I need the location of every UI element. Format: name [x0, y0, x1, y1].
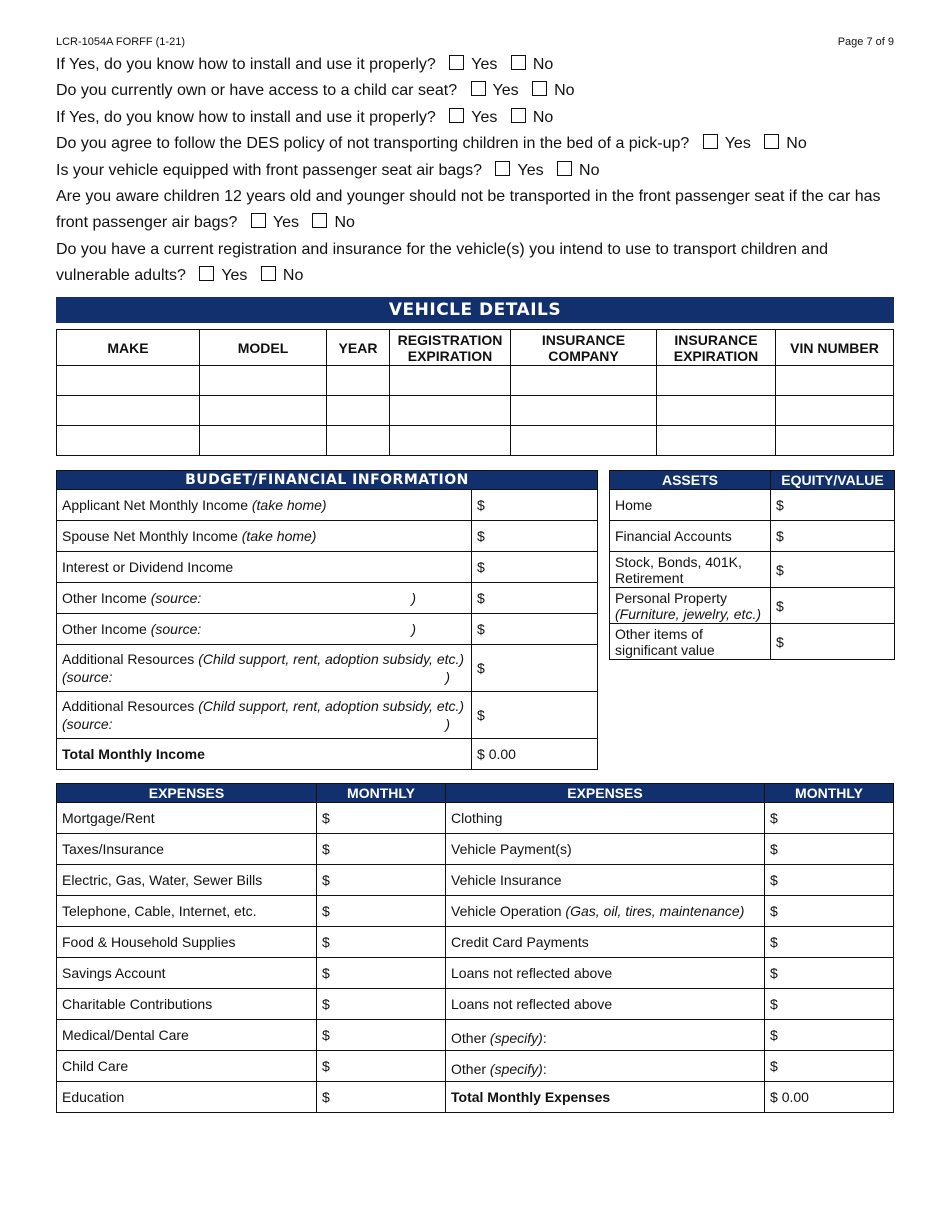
dollar-sign: $ — [770, 903, 778, 919]
model-cell[interactable] — [200, 396, 327, 426]
dollar-sign: $ — [322, 903, 330, 919]
expense-amount-cell[interactable] — [765, 989, 894, 1020]
insurance-expiration-cell[interactable] — [657, 426, 776, 456]
dollar-sign: $ — [770, 965, 778, 981]
yes-checkbox[interactable] — [471, 81, 486, 96]
no-checkbox[interactable] — [511, 108, 526, 123]
expense-label: Loans not reflected above — [446, 958, 765, 989]
question-1 — [56, 52, 896, 78]
expense-label: Savings Account — [57, 958, 317, 989]
dollar-sign: $ — [322, 965, 330, 981]
expense-label: Vehicle Payment(s) — [446, 834, 765, 865]
budget-amount-cell[interactable] — [472, 490, 598, 521]
asset-label: Personal Property (Furniture, jewelry, etc.) — [610, 588, 771, 624]
budget-total-row — [57, 739, 598, 770]
question-text: Do you have a current registration and insurance for the vehicle(s) you intend to use to transport children and vulnerable adults? — [56, 241, 828, 284]
expense-amount-cell[interactable] — [317, 803, 446, 834]
question-text: Do you currently own or have access to a child car seat? — [56, 82, 458, 99]
dollar-sign: $ — [776, 633, 784, 650]
expense-label: Taxes/Insurance — [57, 834, 317, 865]
question-5 — [56, 158, 896, 184]
yes-label: Yes — [221, 267, 248, 284]
expense-amount-cell[interactable] — [317, 1051, 446, 1082]
vin-cell[interactable] — [776, 366, 894, 396]
asset-value-cell[interactable] — [771, 490, 895, 521]
expense-amount-cell[interactable] — [765, 896, 894, 927]
registration-cell[interactable] — [390, 366, 511, 396]
no-label: No — [579, 162, 600, 179]
dollar-sign: $ — [770, 934, 778, 950]
question-7 — [56, 237, 896, 289]
dollar-sign: $ — [770, 1027, 778, 1043]
expense-row — [57, 958, 894, 989]
question-text: Are you aware children 12 years old and younger should not be transported in the front passenger seat if the car has front passenger air bags? — [56, 188, 881, 231]
no-label: No — [554, 82, 575, 99]
expense-label: Electric, Gas, Water, Sewer Bills — [57, 865, 317, 896]
expense-row — [57, 989, 894, 1020]
dollar-sign: $ — [477, 497, 485, 513]
dollar-sign: $ — [322, 934, 330, 950]
make-cell[interactable] — [57, 426, 200, 456]
expenses-table — [56, 783, 894, 1113]
model-cell[interactable] — [200, 366, 327, 396]
expense-amount-cell[interactable] — [317, 834, 446, 865]
asset-row — [610, 552, 895, 588]
monthly-header-right: MONTHLY — [765, 784, 894, 803]
expense-amount-cell[interactable] — [317, 958, 446, 989]
expense-row — [57, 1051, 894, 1082]
insurance-company-cell[interactable] — [511, 426, 657, 456]
dollar-sign: $ — [477, 559, 485, 575]
expense-label: Vehicle Insurance — [446, 865, 765, 896]
budget-row — [57, 614, 598, 645]
dollar-sign: $ — [322, 841, 330, 857]
question-3 — [56, 105, 896, 131]
dollar-sign: $ — [322, 1027, 330, 1043]
dollar-sign: $ — [770, 841, 778, 857]
yes-checkbox[interactable] — [199, 266, 214, 281]
expense-amount-cell[interactable] — [765, 958, 894, 989]
assets-header: ASSETS — [610, 471, 771, 490]
budget-table — [56, 470, 598, 770]
col-registration-expiration: REGISTRATION EXPIRATION — [390, 330, 511, 366]
col-insurance-company: INSURANCE COMPANY — [511, 330, 657, 366]
budget-row — [57, 583, 598, 614]
asset-label: Stock, Bonds, 401K, Retirement — [610, 552, 771, 588]
no-checkbox[interactable] — [764, 134, 779, 149]
expense-amount-cell[interactable] — [765, 865, 894, 896]
no-checkbox[interactable] — [312, 213, 327, 228]
dollar-sign: $ — [776, 597, 784, 614]
budget-amount-cell[interactable] — [472, 552, 598, 583]
expense-row — [57, 896, 894, 927]
assets-table — [609, 470, 895, 660]
dollar-sign: $ — [477, 746, 485, 762]
budget-title: BUDGET/FINANCIAL INFORMATION — [57, 471, 598, 490]
vehicle-details-title: VEHICLE DETAILS — [56, 297, 894, 323]
yes-label: Yes — [492, 82, 519, 99]
budget-amount-cell[interactable] — [472, 614, 598, 645]
yes-checkbox[interactable] — [703, 134, 718, 149]
col-model: MODEL — [200, 330, 327, 366]
budget-row — [57, 645, 598, 692]
total-monthly-expenses-value: 0.00 — [781, 1089, 809, 1105]
col-insurance-expiration: INSURANCE EXPIRATION — [657, 330, 776, 366]
dollar-sign: $ — [477, 590, 485, 606]
budget-label: Applicant Net Monthly Income (take home) — [57, 490, 472, 521]
question-text: Do you agree to follow the DES policy of not transporting children in the bed of a pick-up? — [56, 135, 690, 152]
yes-checkbox[interactable] — [449, 108, 464, 123]
dollar-sign: $ — [477, 621, 485, 637]
make-cell[interactable] — [57, 366, 200, 396]
year-cell[interactable] — [327, 366, 390, 396]
vehicle-row — [57, 426, 894, 456]
expense-label: Child Care — [57, 1051, 317, 1082]
question-text: Is your vehicle equipped with front passenger seat air bags? — [56, 162, 483, 179]
form-id: LCR-1054A FORFF (1-21) — [56, 36, 185, 48]
no-label: No — [786, 135, 807, 152]
no-label: No — [532, 56, 554, 73]
expense-label: Vehicle Operation (Gas, oil, tires, maintenance) — [446, 896, 765, 927]
budget-row — [57, 490, 598, 521]
vehicle-row — [57, 396, 894, 426]
expense-label: Other (specify): — [446, 1051, 765, 1082]
expense-amount-cell[interactable] — [317, 896, 446, 927]
asset-value-cell[interactable] — [771, 521, 895, 552]
yes-label: Yes — [471, 109, 498, 126]
expense-row — [57, 803, 894, 834]
insurance-expiration-cell[interactable] — [657, 396, 776, 426]
no-label: No — [334, 214, 355, 231]
question-text: If Yes, do you know how to install and use it properly? — [56, 56, 436, 73]
vehicle-row — [57, 366, 894, 396]
asset-value-cell[interactable] — [771, 588, 895, 624]
expense-amount-cell[interactable] — [317, 989, 446, 1020]
dollar-sign: $ — [770, 872, 778, 888]
dollar-sign: $ — [477, 707, 485, 723]
dollar-sign: $ — [770, 810, 778, 826]
registration-cell[interactable] — [390, 396, 511, 426]
asset-label: Other items of significant value — [610, 624, 771, 660]
total-monthly-income-cell — [472, 739, 598, 770]
dollar-sign: $ — [776, 561, 784, 578]
model-cell[interactable] — [200, 426, 327, 456]
expense-label: Credit Card Payments — [446, 927, 765, 958]
budget-row — [57, 552, 598, 583]
expense-label: Charitable Contributions — [57, 989, 317, 1020]
expense-label: Other (specify): — [446, 1020, 765, 1051]
yes-checkbox[interactable] — [251, 213, 266, 228]
col-make: MAKE — [57, 330, 200, 366]
dollar-sign: $ — [770, 996, 778, 1012]
no-checkbox[interactable] — [557, 161, 572, 176]
yes-label: Yes — [471, 56, 498, 73]
asset-label: Home — [610, 490, 771, 521]
budget-label: Other Income (source: ) — [57, 614, 472, 645]
dollar-sign: $ — [322, 810, 330, 826]
yes-checkbox[interactable] — [495, 161, 510, 176]
budget-row — [57, 521, 598, 552]
asset-row — [610, 624, 895, 660]
total-monthly-expenses-label: Total Monthly Expenses — [446, 1082, 765, 1113]
no-label: No — [282, 267, 304, 284]
total-monthly-income-label: Total Monthly Income — [57, 739, 472, 770]
make-cell[interactable] — [57, 396, 200, 426]
asset-row — [610, 521, 895, 552]
asset-row — [610, 490, 895, 521]
dollar-sign: $ — [322, 1058, 330, 1074]
expense-row — [57, 1020, 894, 1051]
col-vin-number: VIN NUMBER — [776, 330, 894, 366]
no-checkbox[interactable] — [261, 266, 276, 281]
insurance-company-cell[interactable] — [511, 396, 657, 426]
expense-row — [57, 927, 894, 958]
dollar-sign: $ — [776, 497, 784, 513]
dollar-sign: $ — [322, 1089, 330, 1105]
yes-label: Yes — [272, 214, 300, 231]
monthly-header-left: MONTHLY — [317, 784, 446, 803]
expense-label: Mortgage/Rent — [57, 803, 317, 834]
budget-amount-cell[interactable] — [472, 645, 598, 692]
yes-label: Yes — [517, 162, 544, 179]
question-text: If Yes, do you know how to install and use it properly? — [56, 109, 436, 126]
insurance-expiration-cell[interactable] — [657, 366, 776, 396]
budget-label: Other Income (source: ) — [57, 583, 472, 614]
dollar-sign: $ — [776, 528, 784, 544]
vin-cell[interactable] — [776, 426, 894, 456]
question-4 — [56, 131, 896, 157]
asset-value-cell[interactable] — [771, 624, 895, 660]
expense-label: Education — [57, 1082, 317, 1113]
expense-amount-cell[interactable] — [765, 927, 894, 958]
year-cell[interactable] — [327, 426, 390, 456]
expense-label: Clothing — [446, 803, 765, 834]
no-checkbox[interactable] — [511, 55, 526, 70]
no-checkbox[interactable] — [532, 81, 547, 96]
dollar-sign: $ — [477, 660, 485, 676]
expense-label: Loans not reflected above — [446, 989, 765, 1020]
page-number: Page 7 of 9 — [837, 36, 894, 48]
col-year: YEAR — [327, 330, 390, 366]
asset-value-cell[interactable] — [771, 552, 895, 588]
budget-amount-cell[interactable] — [472, 583, 598, 614]
expense-label: Telephone, Cable, Internet, etc. — [57, 896, 317, 927]
expense-amount-cell[interactable] — [317, 1082, 446, 1113]
expenses-header-right: EXPENSES — [446, 784, 765, 803]
expense-amount-cell[interactable] — [765, 1020, 894, 1051]
budget-label: Interest or Dividend Income — [57, 552, 472, 583]
total-monthly-income-value: 0.00 — [488, 746, 516, 762]
equity-value-header: EQUITY/VALUE — [771, 471, 895, 490]
dollar-sign: $ — [322, 996, 330, 1012]
expense-amount-cell[interactable] — [765, 834, 894, 865]
question-6 — [56, 184, 896, 236]
vin-cell[interactable] — [776, 396, 894, 426]
vehicle-table — [56, 329, 894, 456]
expense-row — [57, 1082, 894, 1113]
budget-label: Additional Resources (Child support, rent, adoption subsidy, etc.) (source: ) — [57, 645, 472, 692]
expense-row — [57, 834, 894, 865]
expense-row — [57, 865, 894, 896]
yes-label: Yes — [724, 135, 751, 152]
budget-amount-cell[interactable] — [472, 521, 598, 552]
yes-checkbox[interactable] — [449, 55, 464, 70]
expense-amount-cell[interactable] — [317, 1020, 446, 1051]
expense-amount-cell[interactable] — [765, 1051, 894, 1082]
dollar-sign: $ — [770, 1089, 778, 1105]
expenses-header-left: EXPENSES — [57, 784, 317, 803]
expense-amount-cell[interactable] — [317, 865, 446, 896]
insurance-company-cell[interactable] — [511, 366, 657, 396]
expense-label: Medical/Dental Care — [57, 1020, 317, 1051]
question-2 — [56, 78, 896, 104]
no-label: No — [532, 109, 554, 126]
asset-row — [610, 588, 895, 624]
budget-row — [57, 692, 598, 739]
expense-label: Food & Household Supplies — [57, 927, 317, 958]
asset-label: Financial Accounts — [610, 521, 771, 552]
year-cell[interactable] — [327, 396, 390, 426]
budget-amount-cell[interactable] — [472, 692, 598, 739]
expense-amount-cell[interactable] — [317, 927, 446, 958]
budget-label: Additional Resources (Child support, rent, adoption subsidy, etc.) (source: ) — [57, 692, 472, 739]
dollar-sign: $ — [770, 1058, 778, 1074]
expense-amount-cell[interactable] — [765, 803, 894, 834]
dollar-sign: $ — [477, 528, 485, 544]
total-monthly-expenses-cell — [765, 1082, 894, 1113]
budget-label: Spouse Net Monthly Income (take home) — [57, 521, 472, 552]
registration-cell[interactable] — [390, 426, 511, 456]
dollar-sign: $ — [322, 872, 330, 888]
